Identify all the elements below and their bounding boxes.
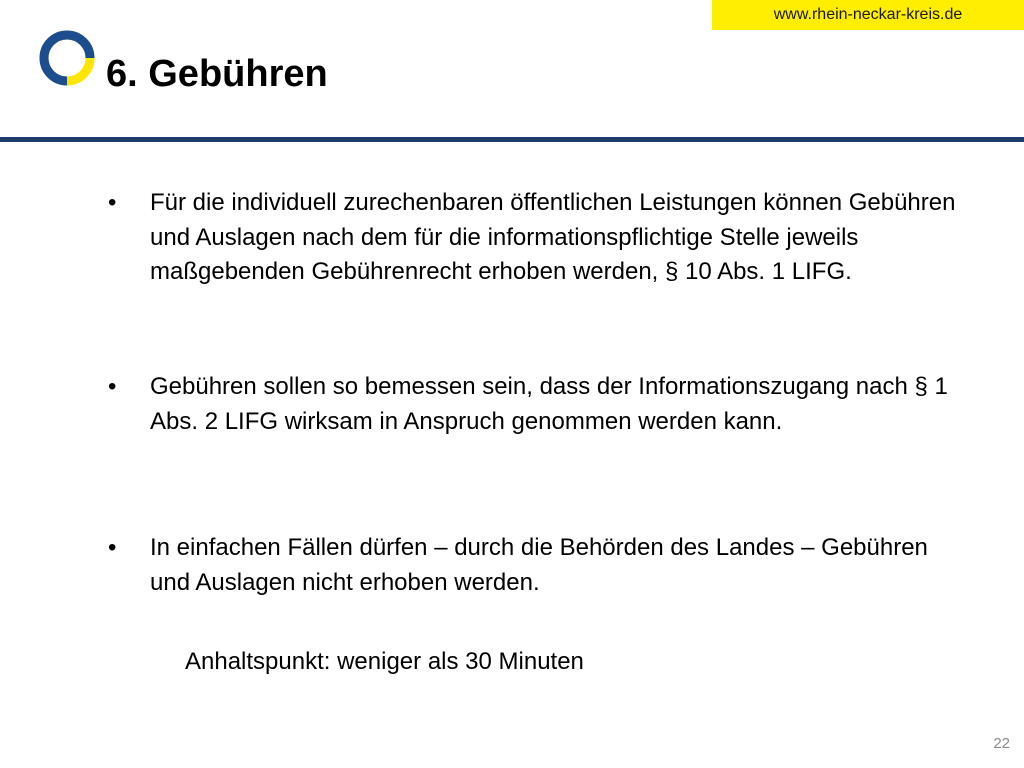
- bullet-marker: •: [108, 534, 117, 561]
- website-banner[interactable]: www.rhein-neckar-kreis.de: [712, 0, 1024, 30]
- header-divider: [0, 137, 1024, 142]
- bullet-item-simple-cases: [108, 531, 968, 600]
- bullet-text-fees-levy: Für die individuell zurechenbaren öffentlichen Leistungen können Gebühren und Auslagen nach dem für die informationspflichtige Stelle jeweils maßgebenden Gebührenrecht erhoben werden, § 10 Abs. 1 LIFG.: [150, 189, 956, 285]
- bullet-item-fees-amount: [108, 370, 968, 439]
- guideline-note: [155, 645, 584, 679]
- bullet-marker: •: [108, 373, 117, 400]
- bullet-item-fees-levy: [108, 186, 968, 290]
- page-title: 6. Gebühren: [106, 53, 328, 95]
- guideline-note-text: Anhaltspunkt: weniger als 30 Minuten: [185, 648, 584, 675]
- ring-logo-icon: [36, 27, 98, 89]
- bullet-marker: •: [108, 189, 117, 216]
- bullet-text-fees-amount: Gebühren sollen so bemessen sein, dass der Informationszugang nach § 1 Abs. 2 LIFG wirksam in Anspruch genommen werden kann.: [150, 373, 948, 435]
- bullet-text-simple-cases: In einfachen Fällen dürfen – durch die Behörden des Landes – Gebühren und Auslagen nicht erhoben werden.: [150, 534, 928, 596]
- page-number: 22: [993, 735, 1010, 752]
